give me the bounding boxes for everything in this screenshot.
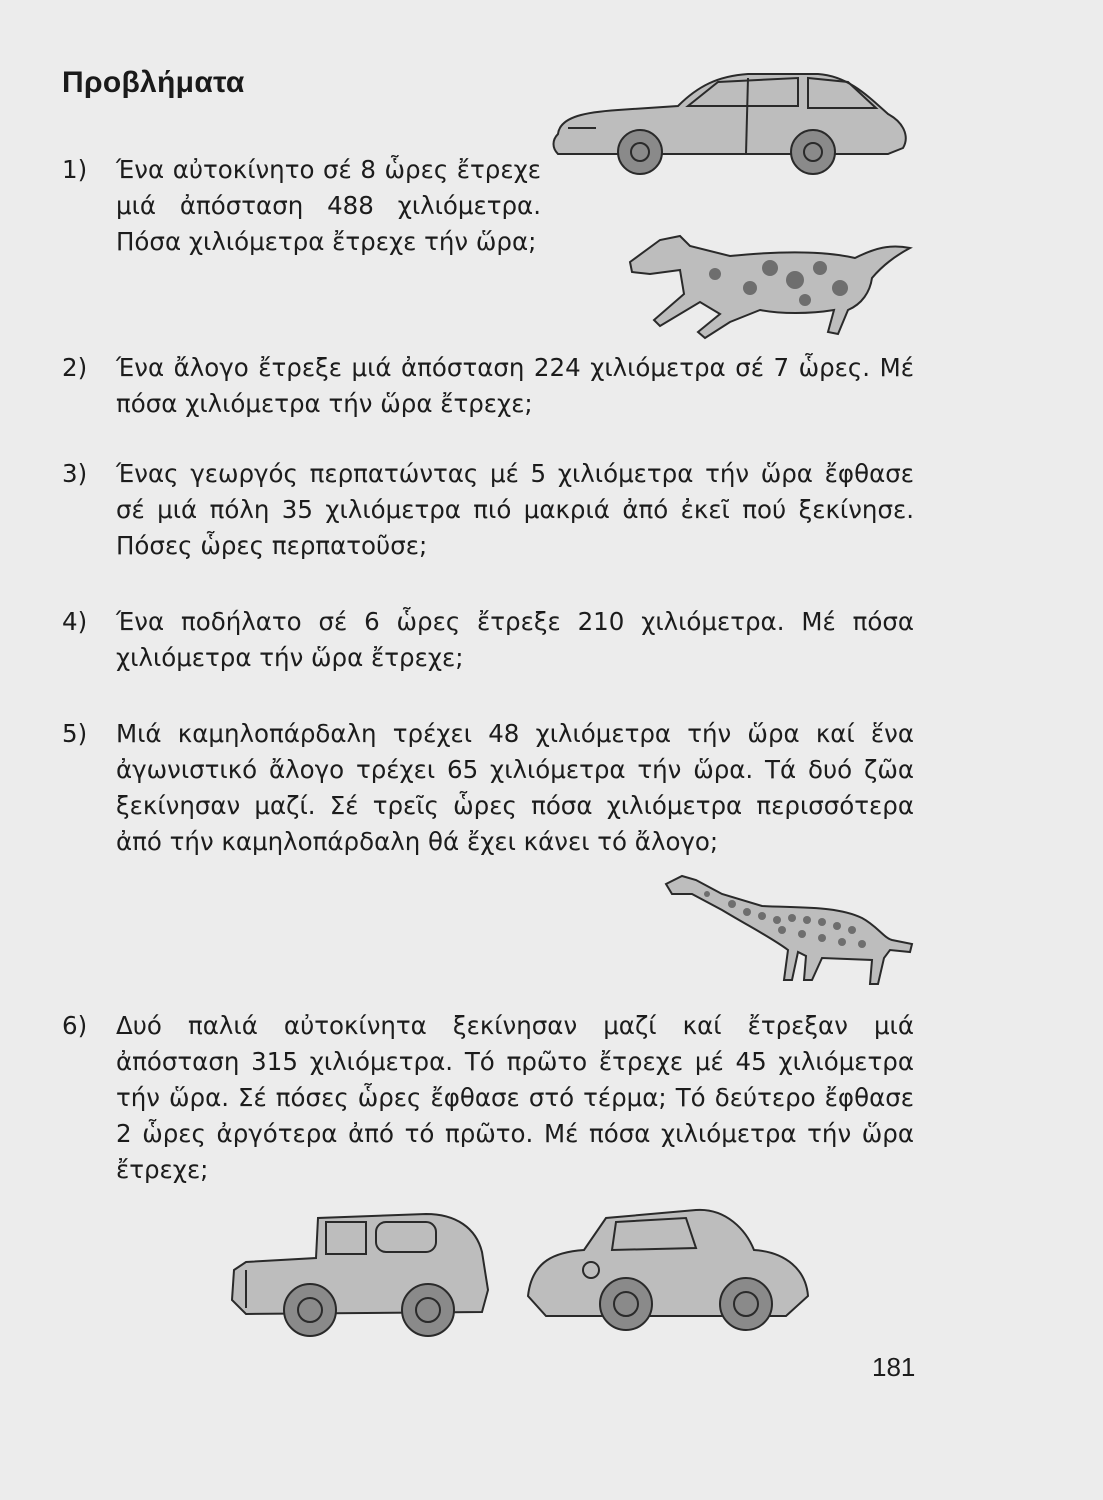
problem-number: 2) [62,353,88,382]
problem-text: Δυό παλιά αὐτοκίνητα ξεκίνησαν μαζί καί ἔτρεξαν μιά ἀπόσταση 315 χιλιόμετρα. Τό πρῶτο ἔτρεχε μέ 45 χιλιόμετρα τήν ὥρα. Σέ πόσες ὧρες ἔφθασε στό τέρμα; Τό δεύτερο ἔφθασε 2 ὧρες ἀργότερα ἀπό τό πρῶτο. Μέ πόσα χιλιόμετρα τήν ὥρα ἔτρεχε; [116,1011,914,1184]
problem-number: 3) [62,459,88,488]
problem-number: 6) [62,1011,88,1040]
page-number: 181 [872,1352,916,1382]
problem-text: Ένας γεωργός περπατώντας μέ 5 χιλιόμετρα τήν ὥρα ἔφθασε σέ μιά πόλη 35 χιλιόμετρα πιό μακριά ἀπό ἐκεῖ πού ξεκίνησε. Πόσες ὧρες περπατοῦσε; [116,459,914,560]
car-illustration [548,56,918,186]
problem-number: 5) [62,719,88,748]
problem-text: Ένα αὐτοκίνητο σέ 8 ὧρες ἔτρεχε μιά ἀπόσταση 488 χιλιόμετρα. Πόσα χιλιόμετρα ἔτρεχε τήν ὥρα; [116,155,541,256]
vintage-cars-illustration [226,1200,846,1340]
page-title: Προβλήματα [62,66,245,99]
horse-illustration [620,222,925,342]
problem-text: Ένα ποδήλατο σέ 6 ὧρες ἔτρεξε 210 χιλιόμετρα. Μέ πόσα χιλιόμετρα τήν ὥρα ἔτρεχε; [116,607,914,672]
giraffe-illustration [662,868,922,988]
problem-text: Μιά καμηλοπάρδαλη τρέχει 48 χιλιόμετρα τήν ὥρα καί ἕνα ἀγωνιστικό ἄλογο τρέχει 65 χιλιόμετρα τήν ὥρα. Τά δυό ζῶα ξεκίνησαν μαζί. Σέ τρεῖς ὧρες πόσα χιλιόμετρα περισσότερα ἀπό τήν καμηλοπάρδαλη θά ἔχει κάνει τό ἄλογο; [116,719,914,856]
problem-number: 4) [62,607,88,636]
problem-number: 1) [62,155,88,184]
problem-text: Ένα ἄλογο ἔτρεξε μιά ἀπόσταση 224 χιλιόμετρα σέ 7 ὧρες. Μέ πόσα χιλιόμετρα τήν ὥρα ἔτρεχε; [116,353,914,418]
